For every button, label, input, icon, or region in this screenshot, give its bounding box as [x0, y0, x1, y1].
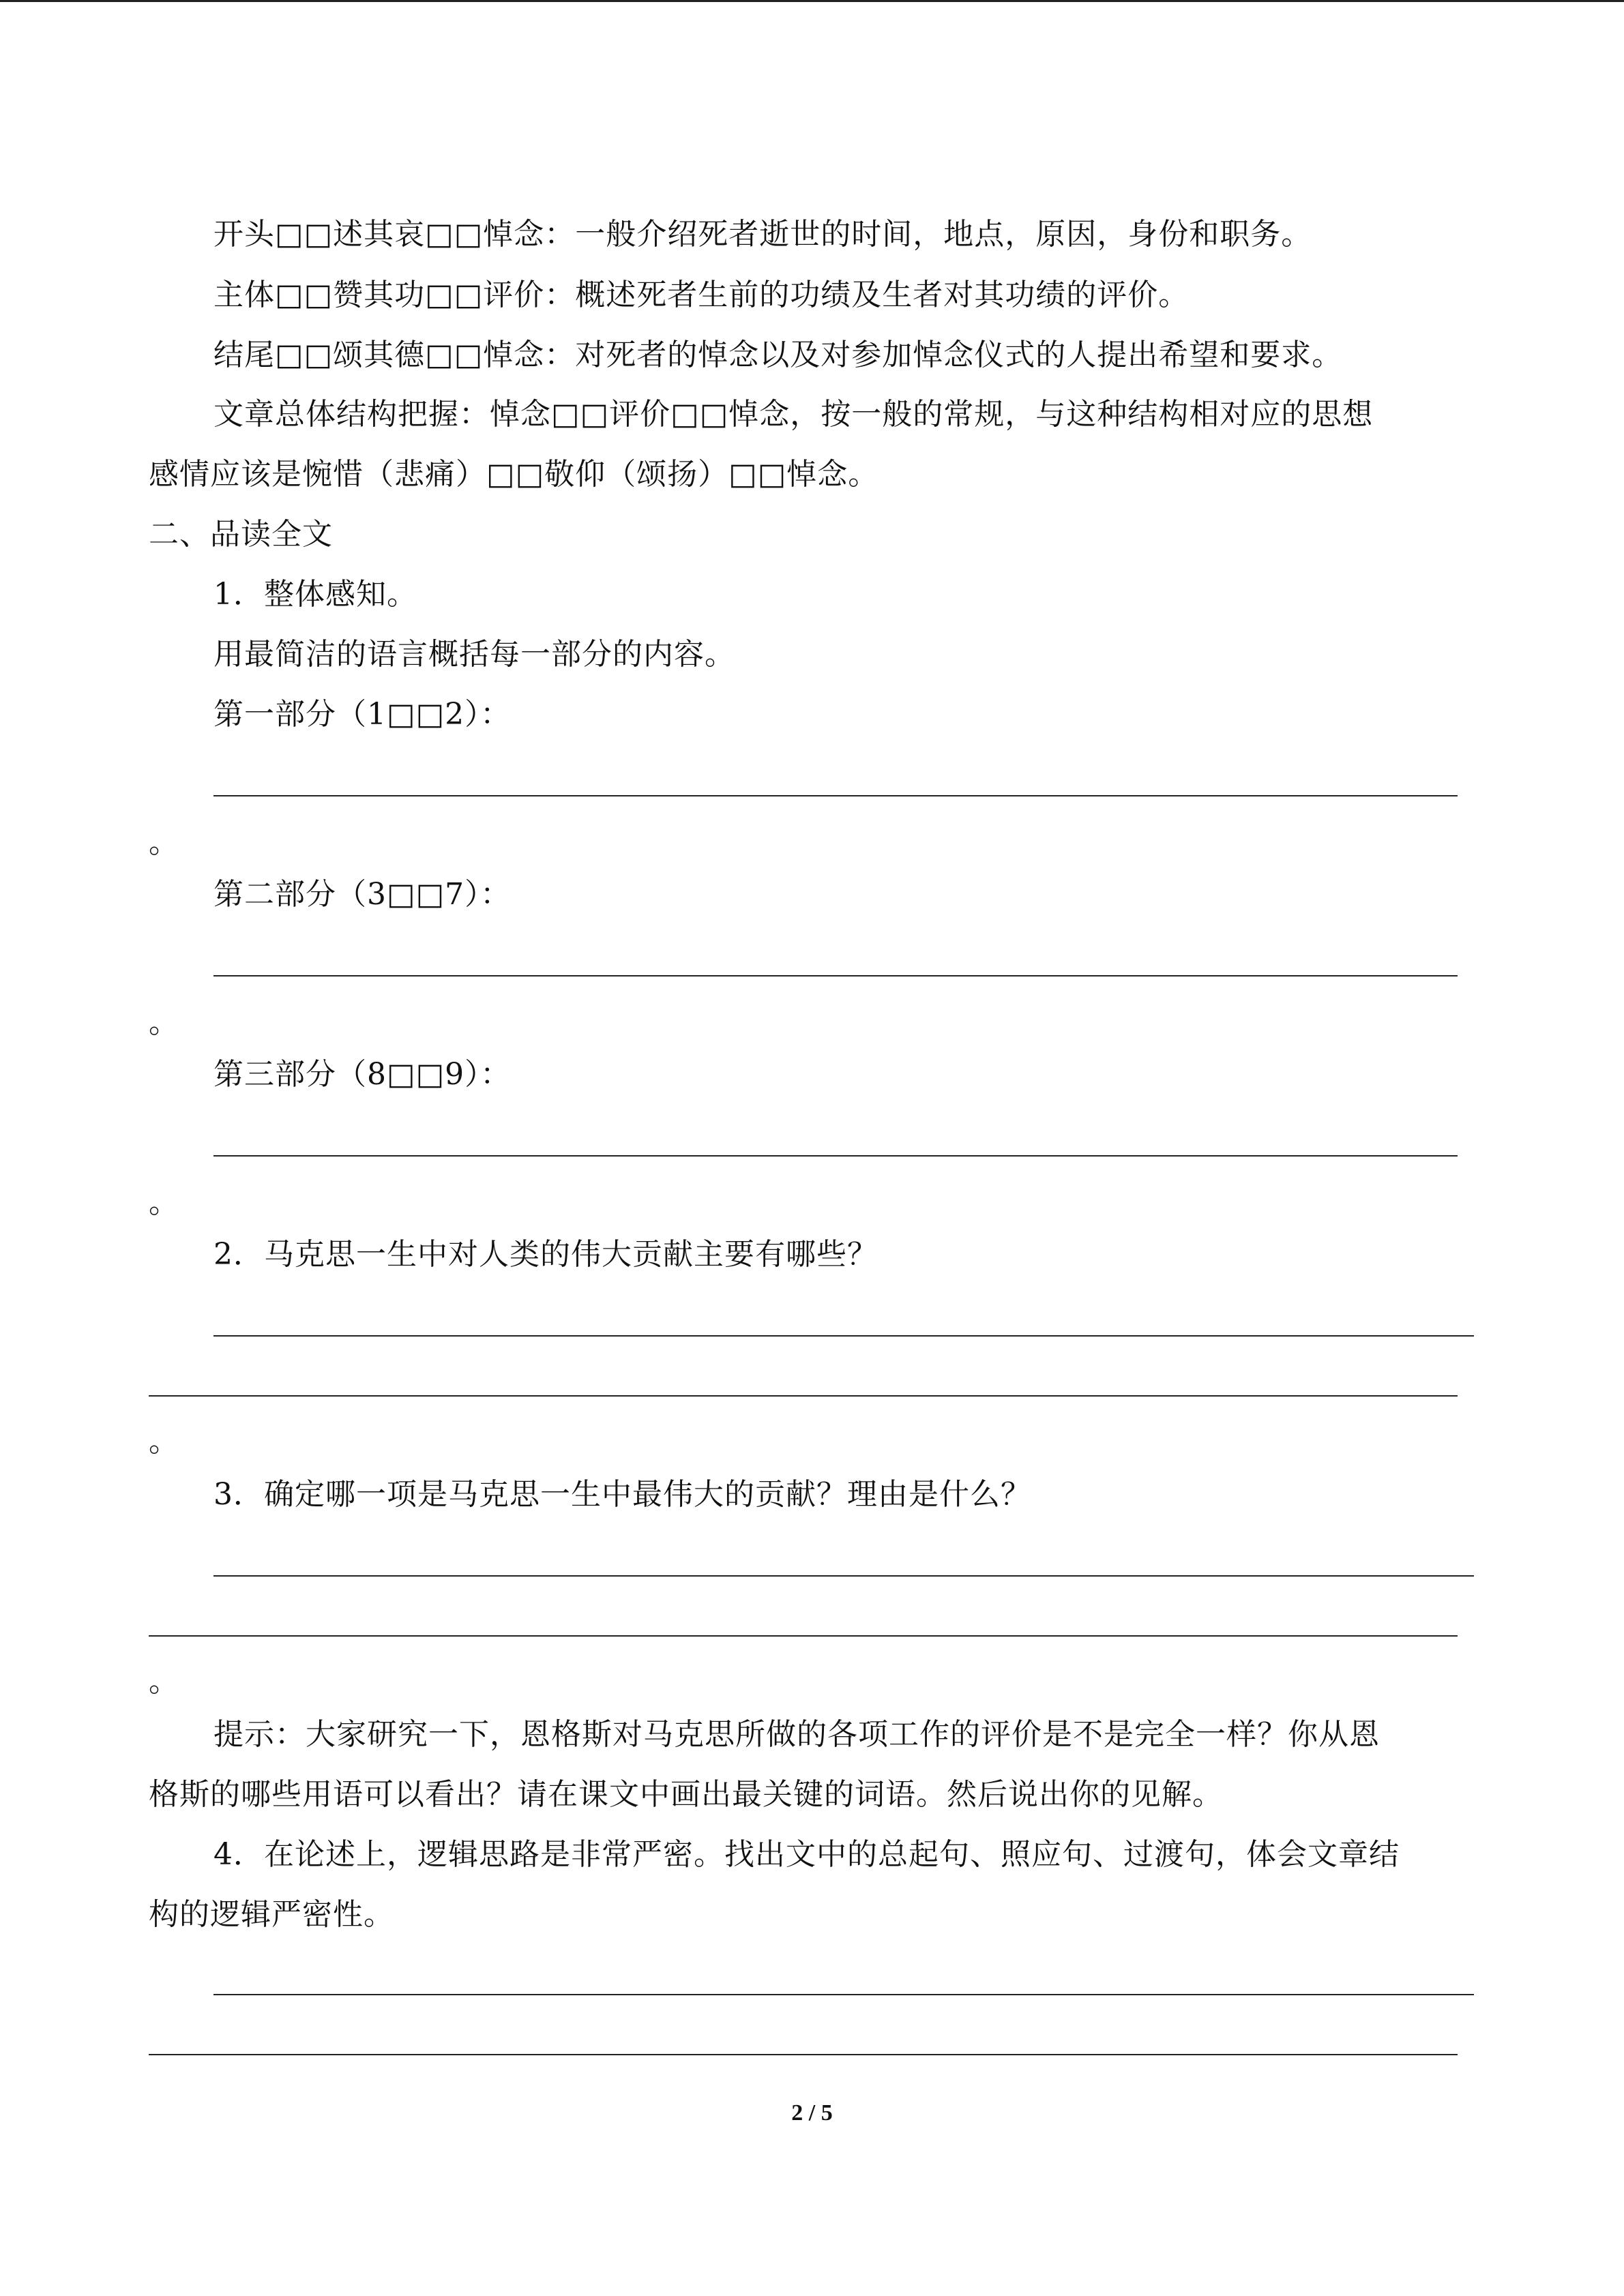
answer-line-q2-1[interactable] — [213, 1335, 1474, 1337]
structure-summary-line2: 感情应该是惋惜（悲痛）□□敬仰（颂扬）□□悼念。 — [149, 457, 879, 492]
question-1-title: 1．整体感知。 — [213, 577, 417, 612]
section-heading: 二、品读全文 — [149, 517, 333, 552]
question-4-line2: 构的逻辑严密性。 — [149, 1897, 394, 1932]
part-3-label: 第三部分（8□□9）： — [213, 1057, 512, 1092]
page-number: 2 / 5 — [791, 2100, 833, 2126]
hint-line1: 提示：大家研究一下，恩格斯对马克思所做的各项工作的评价是不是完全一样？你从恩 — [213, 1717, 1380, 1752]
answer-end-mark: 。 — [149, 1424, 179, 1459]
structure-ending: 结尾□□颂其德□□悼念：对死者的悼念以及对参加悼念仪式的人提出希望和要求。 — [213, 338, 1343, 372]
answer-line-q2-2[interactable] — [149, 1395, 1458, 1397]
page-top-border — [0, 0, 1624, 2]
structure-summary-line1: 文章总体结构把握：悼念□□评价□□悼念，按一般的常规，与这种结构相对应的思想 — [213, 397, 1374, 432]
structure-opening: 开头□□述其哀□□悼念：一般介绍死者逝世的时间，地点，原因，身份和职务。 — [213, 217, 1312, 252]
question-3: 3．确定哪一项是马克思一生中最伟大的贡献？理由是什么？ — [213, 1477, 1031, 1512]
answer-end-mark: 。 — [149, 1005, 179, 1040]
answer-line-q4-2[interactable] — [149, 2054, 1458, 2055]
answer-end-mark: 。 — [149, 825, 179, 860]
answer-line-q3-2[interactable] — [149, 1635, 1458, 1637]
answer-line-part-2[interactable] — [213, 975, 1458, 976]
question-2: 2．马克思一生中对人类的伟大贡献主要有哪些？ — [213, 1237, 878, 1272]
question-4-line1: 4．在论述上，逻辑思路是非常严密。找出文中的总起句、照应句、过渡句，体会文章结 — [213, 1837, 1400, 1872]
answer-line-q4-1[interactable] — [213, 1994, 1474, 1995]
hint-line2: 格斯的哪些用语可以看出？请在课文中画出最关键的词语。然后说出你的见解。 — [149, 1777, 1223, 1812]
part-1-label: 第一部分（1□□2）： — [213, 697, 512, 732]
answer-end-mark: 。 — [149, 1664, 179, 1699]
question-1-instruction: 用最简洁的语言概括每一部分的内容。 — [213, 637, 735, 672]
structure-body: 主体□□赞其功□□评价：概述死者生前的功绩及生者对其功绩的评价。 — [213, 278, 1190, 312]
answer-line-q3-1[interactable] — [213, 1575, 1474, 1577]
answer-line-part-1[interactable] — [213, 795, 1458, 796]
part-2-label: 第二部分（3□□7）： — [213, 877, 512, 912]
answer-line-part-3[interactable] — [213, 1155, 1458, 1157]
answer-end-mark: 。 — [149, 1185, 179, 1220]
